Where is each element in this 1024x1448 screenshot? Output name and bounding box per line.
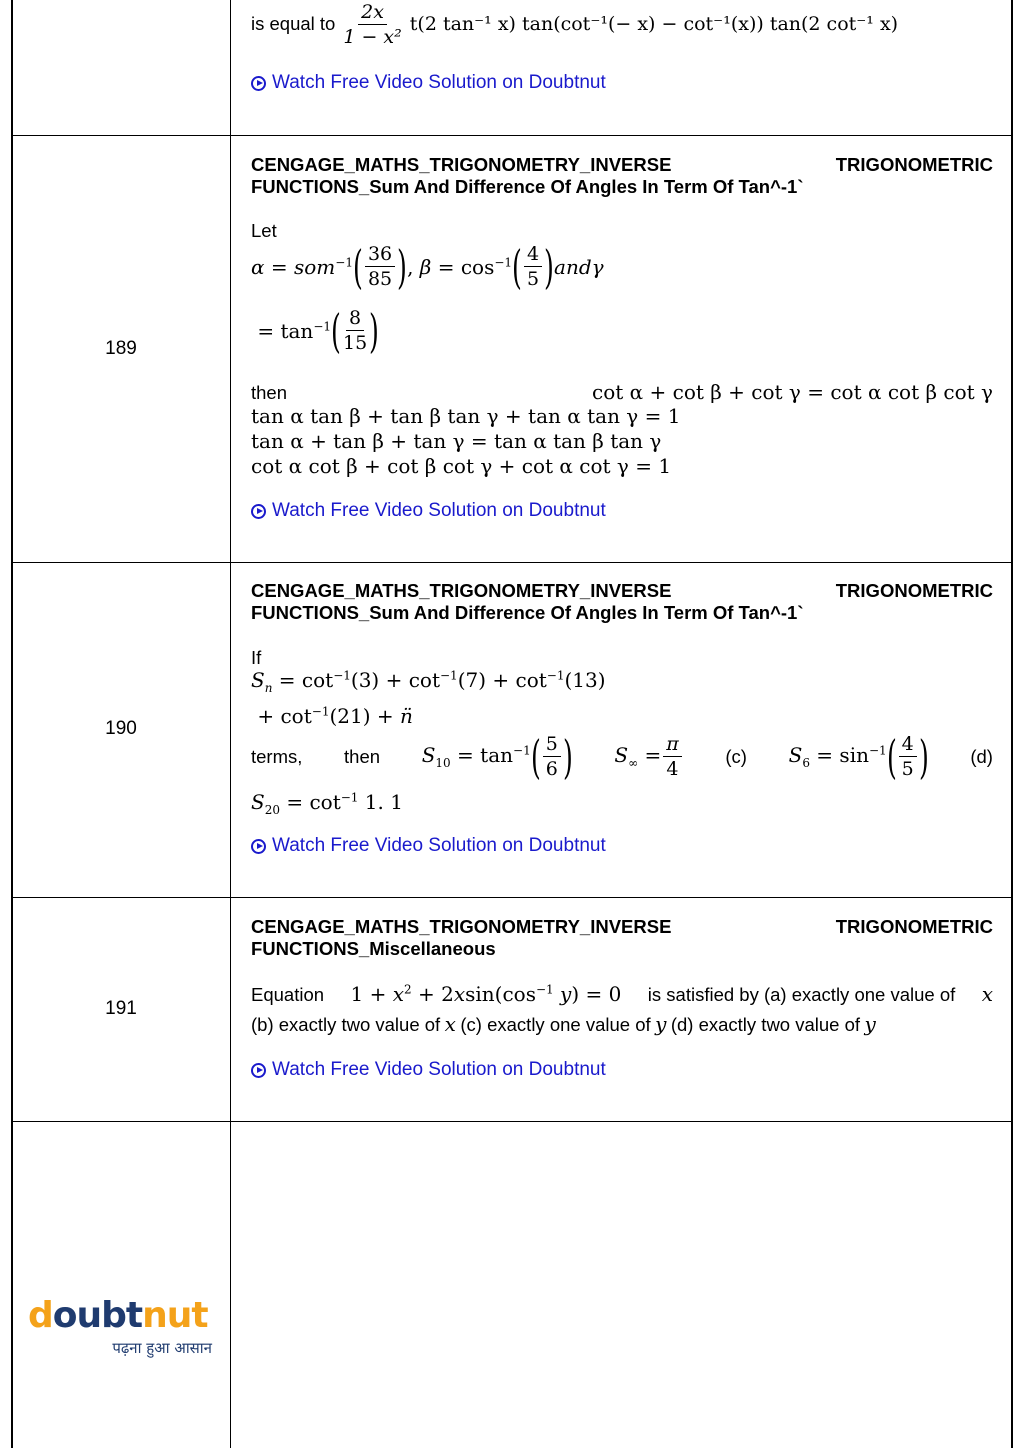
question-intro: is equal to: [251, 13, 336, 34]
row-divider: [11, 1121, 1013, 1122]
math-expression: α = som$^{-1}$ ( $\frac{36}{85}$ ) , $\beta = \cos^{-1}$ ( $\frac{4}{5}$ ) andγ: [251, 239, 604, 294]
play-circle-icon: [251, 1063, 266, 1078]
option-a: $S_{10} = \tan^{-1}$ ( $\frac{5}{6}$ ): [421, 729, 573, 784]
question-heading: CENGAGE_MATHS_TRIGONOMETRY_INVERSE TRIGONOMETRIC FUNCTIONS_Miscellaneous: [251, 916, 993, 959]
question-191-cell: [251, 916, 993, 1080]
question-number: 191: [105, 998, 137, 1019]
math-expression: = $\tan^{-1}$ ( $\frac{8}{15}$ ): [251, 303, 380, 358]
watch-video-link[interactable]: Watch Free Video Solution on Doubtnut: [251, 500, 606, 522]
options-line: then cot α + cot β + cot γ = cot α cot β cot γ: [251, 380, 993, 404]
math-expression: + $\cot^{-1}(21)$ + n̈: [251, 704, 413, 728]
question-188-cell: [251, 0, 993, 93]
option-c: $S_6 = \sin^{-1}$ ( $\frac{4}{5}$ ): [788, 729, 929, 784]
math-expression: t(2 tan⁻¹ x) tan(cot⁻¹(− x) − cot⁻¹(x)) tan(2 cot⁻¹ x): [409, 13, 899, 35]
watch-video-link[interactable]: Watch Free Video Solution on Doubtnut: [251, 835, 606, 857]
option-b: $S_\infty$ = $\frac{\pi}{4}$: [614, 732, 683, 781]
play-circle-icon: [251, 504, 266, 519]
play-circle-icon: [251, 76, 266, 91]
question-text: Equation $1 + x^2 + 2xsin(\cos^{-1}$ y) = 0 is satisfied by (a) exactly one value of x: [251, 982, 993, 1006]
math-expression: $S_n = \cot^{-1}(3) + \cot^{-1}(7) + \cot^{-1}(13)$: [251, 668, 606, 695]
option-a: cot α + cot β + cot γ = cot α cot β cot γ: [592, 380, 993, 404]
option-c: tan α + tan β + tan γ = tan α tan β tan γ: [251, 429, 662, 453]
play-circle-icon: [251, 839, 266, 854]
logo-tagline: पढ़ना हुआ आसान: [112, 1339, 212, 1357]
question-text: (b) exactly two value of x (c) exactly one value of y (d) exactly two value of y: [251, 1012, 876, 1036]
row-divider: [11, 135, 1013, 136]
question-190-cell: [251, 580, 993, 856]
option-d: cot α cot β + cot β cot γ + cot α cot γ = 1: [251, 454, 672, 478]
watch-video-link[interactable]: Watch Free Video Solution on Doubtnut: [251, 1059, 606, 1081]
doubtnut-logo: doubtnut पढ़ना हुआ आसान: [28, 1296, 218, 1358]
option-d: $S_{20} = \cot^{-1} 1$. 1: [251, 790, 403, 817]
let-label: Let: [251, 220, 277, 241]
option-b: tan α tan β + tan β tan γ + tan α tan γ = 1: [251, 404, 681, 428]
question-number: 189: [105, 338, 137, 359]
watch-video-link[interactable]: Watch Free Video Solution on Doubtnut: [251, 72, 606, 94]
question-number: 190: [105, 718, 137, 739]
question-heading: CENGAGE_MATHS_TRIGONOMETRY_INVERSE TRIGONOMETRIC FUNCTIONS_Sum And Difference Of Angles In Term Of Tan^-1`: [251, 580, 993, 623]
row-divider: [11, 897, 1013, 898]
options-line: terms, then $S_{10} = \tan^{-1}$ ( $\frac{5}{6}$ ) $S_\infty$ = $\frac{\pi}{4}$ (c) $S_6 = \sin^{-1}$ ( $\frac{4}{5}$ ) (d): [251, 729, 993, 784]
question-189-cell: [251, 154, 993, 521]
row-divider: [11, 562, 1013, 563]
question-188-text: [251, 0, 993, 48]
if-label: If: [251, 647, 262, 668]
fraction: $\frac{2x}{\text{1 − x²}}$: [343, 0, 402, 48]
question-heading: CENGAGE_MATHS_TRIGONOMETRY_INVERSE TRIGONOMETRIC FUNCTIONS_Sum And Difference Of Angles In Term Of Tan^-1`: [251, 154, 993, 197]
